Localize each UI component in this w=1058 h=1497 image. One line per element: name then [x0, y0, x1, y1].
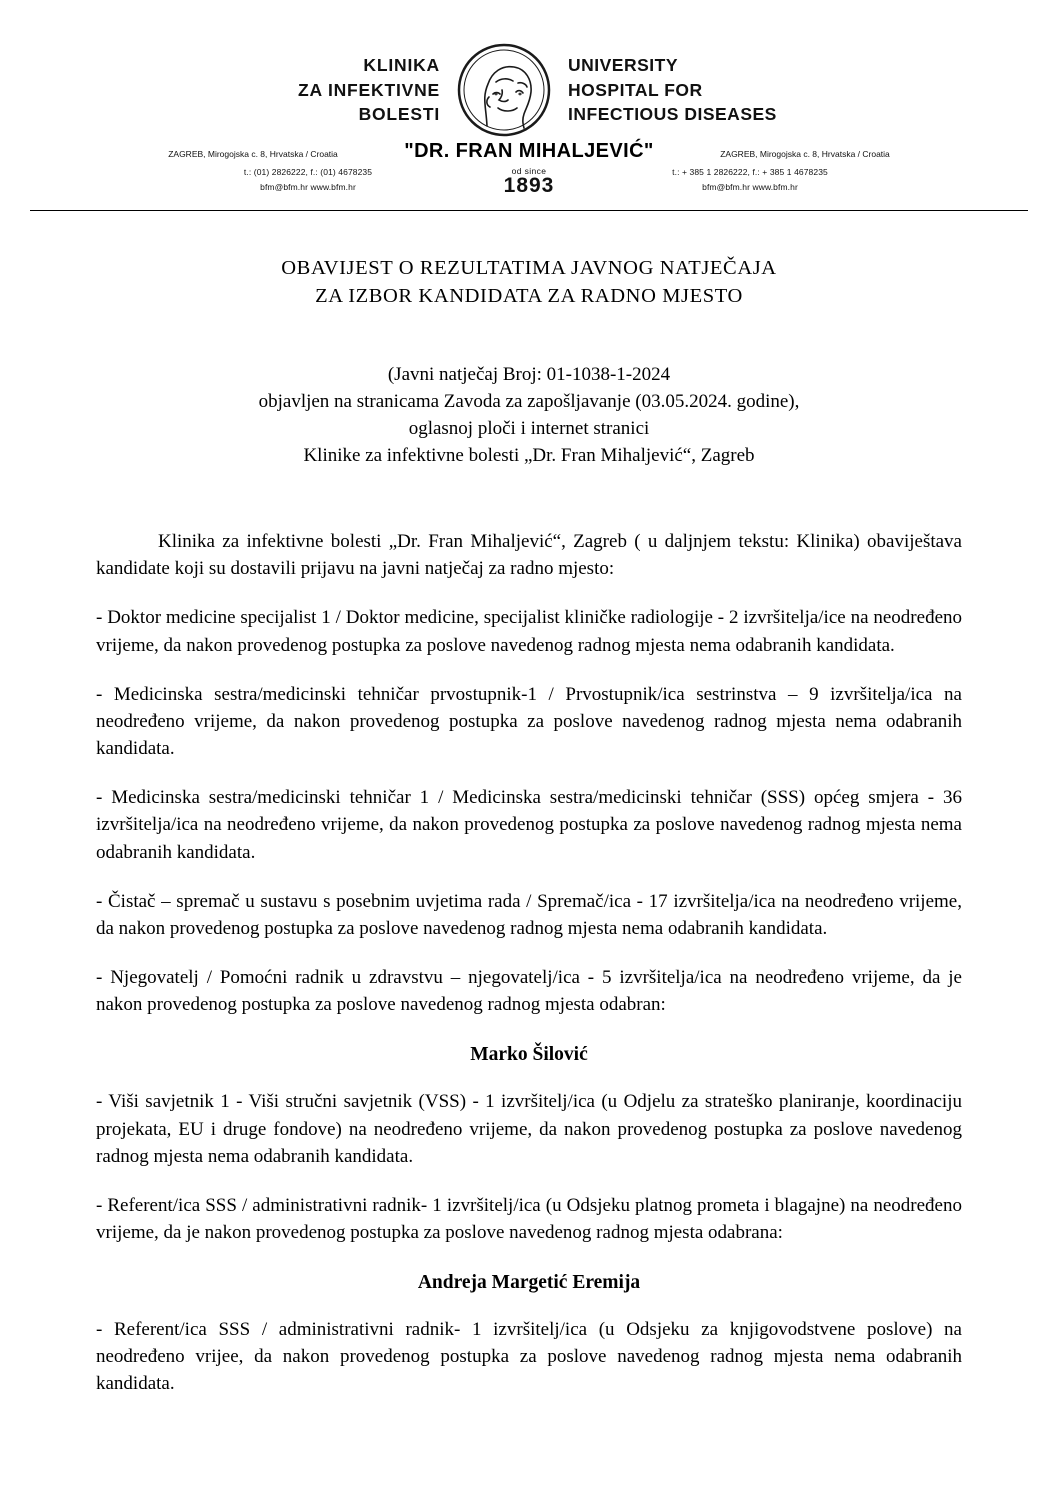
letterhead-right-email[interactable]: bfm@bfm.hr www.bfm.hr	[702, 181, 798, 192]
competition-reference	[96, 362, 962, 470]
page-title	[96, 255, 962, 310]
letterhead-left-line-1: KLINIKA	[363, 54, 440, 75]
letterhead-left-line-3: BOLESTI	[358, 104, 440, 125]
institution-name: "DR. FRAN MIHALJEVIĆ"	[404, 140, 654, 162]
position-item: - Njegovatelj / Pomoćni radnik u zdravstvu – njegovatelj/ica - 5 izvršitelja/ica na neodređeno vrijeme, da je nakon provedenog postupka za poslove navedenog radnog mjesta odabran:	[96, 967, 962, 1016]
letterhead-right-address: ZAGREB, Mirogojska c. 8, Hrvatska / Croatia	[720, 149, 890, 159]
competition-reference-line-3: oglasnoj ploči i internet stranici	[408, 418, 650, 440]
letterhead-right-name	[552, 53, 868, 128]
position-item: - Medicinska sestra/medicinski tehničar prvostupnik-1 / Prvostupnik/ica sestrinstva – 9 izvršitelja/ica na neodređeno vrijeme, da nakon provedenog postupka za poslove navedenog radnog mjesta nema odabranih kandidata.	[96, 683, 962, 760]
letterhead-left-line-2: ZA INFEKTIVNE	[298, 79, 440, 100]
position-item: - Referent/ica SSS / administrativni radnik- 1 izvršitelj/ica (u Odsjeku za knjigovodstvene poslove) na neodređeno vrijee, da nakon provedenog postupka za poslove navedenog radnog mjesta nema odabranih kandidata.	[96, 1319, 962, 1395]
page-title-line-1: OBAVIJEST O REZULTATIMA JAVNOG NATJEČAJA	[281, 256, 777, 279]
intro-paragraph: Klinika za infektivne bolesti „Dr. Fran Mihaljević“, Zagreb ( u daljnjem tekstu: Klinika) obaviještava kandidate koji su dostavili prijavu na javni natječaj za radno mjesto:	[96, 531, 962, 580]
letterhead-since-block	[434, 165, 624, 196]
page-title-line-2: ZA IZBOR KANDIDATA ZA RADNO MJESTO	[315, 284, 743, 307]
document-body	[0, 255, 1058, 1438]
letterhead-right-line-3: INFECTIOUS DISEASES	[568, 104, 777, 125]
competition-reference-line-4: Klinike za infektivne bolesti „Dr. Fran Mihaljević“, Zagreb	[303, 445, 755, 467]
position-item: - Doktor medicine specijalist 1 / Doktor medicine, specijalist kliničke radiologije - 2 izvršitelja/ice na neodređeno vrijeme, da nakon provedenog postupka za poslove navedenog radnog mjesta nema odabranih kandidata.	[96, 607, 962, 656]
portrait-seal-icon	[456, 42, 552, 138]
header-divider	[30, 210, 1028, 211]
position-item: - Čistač – spremač u sustavu s posebnim uvjetima rada / Spremač/ica - 17 izvršitelja/ica na neodređeno vrijeme, da nakon provedenog postupka za poslove navedenog radnog mjesta nema odabranih kandidata.	[96, 890, 962, 939]
letterhead-left-address: ZAGREB, Mirogojska c. 8, Hrvatska / Croatia	[168, 149, 338, 159]
letterhead-top-row	[0, 42, 1058, 138]
position-item: - Viši savjetnik 1 - Viši stručni savjetnik (VSS) - 1 izvršitelj/ica (u Odjelu za strateško planiranje, koordinaciju projekata, EU i druge fondove) na neodređeno vrijeme, da nakon provedenog postupka za poslove navedenog radnog mjesta nema odabranih kandidata.	[96, 1091, 962, 1167]
position-item: - Medicinska sestra/medicinski tehničar 1 / Medicinska sestra/medicinski tehničar (SSS) općeg smjera - 36 izvršitelja/ica na neodređeno vrijeme, da nakon provedenog postupka za poslove navedenog radnog mjesta nema odabranih kandidata.	[96, 787, 962, 863]
letterhead-contacts	[0, 165, 1058, 196]
letterhead-name-row	[0, 138, 1058, 163]
letterhead-right-line-1: UNIVERSITY	[568, 54, 679, 75]
letterhead-right-phone: t.: + 385 1 2826222, f.: + 385 1 4678235	[672, 167, 828, 177]
letterhead-right-contact	[624, 165, 876, 195]
founding-year: 1893	[503, 174, 555, 197]
letterhead-left-email[interactable]: bfm@bfm.hr www.bfm.hr	[260, 181, 356, 192]
letterhead	[0, 0, 1058, 211]
competition-reference-line-1: (Javni natječaj Broj: 01-1038-1-2024	[387, 364, 671, 386]
competition-reference-line-2: objavljen na stranicama Zavoda za zapošljavanje (03.05.2024. godine),	[258, 391, 800, 413]
selected-candidate-name: Marko Šilović	[470, 1044, 588, 1066]
letterhead-right-line-2: HOSPITAL FOR	[568, 79, 703, 100]
since-label: od since	[511, 166, 547, 176]
letterhead-left-name	[190, 53, 456, 128]
selected-candidate-name: Andreja Margetić Eremija	[417, 1272, 641, 1294]
letterhead-left-phone: t.: (01) 2826222, f.: (01) 4678235	[243, 167, 373, 177]
position-item: - Referent/ica SSS / administrativni radnik- 1 izvršitelj/ica (u Odsjeku platnog prometa i blagajne) na neodređeno vrijeme, da je nakon provedenog postupka za poslove navedenog radnog mjesta odabrana:	[96, 1194, 962, 1243]
letterhead-left-contact	[182, 165, 434, 195]
